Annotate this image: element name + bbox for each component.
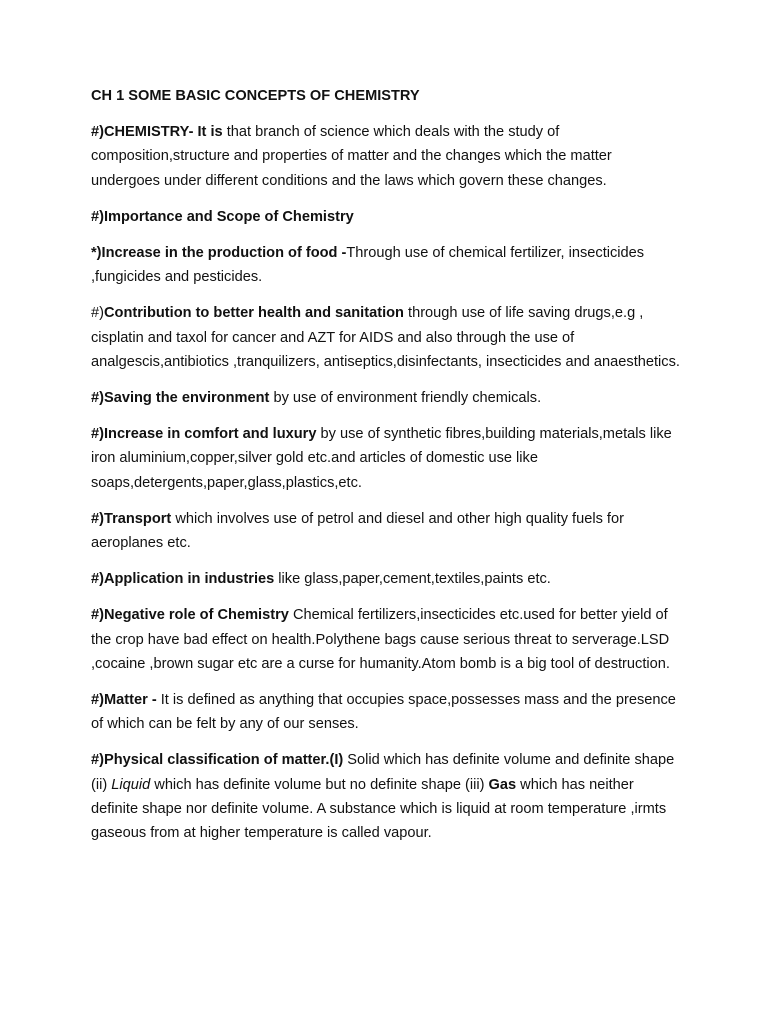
term-physical-classification: #)Physical classification of matter.(I) [91, 752, 344, 769]
paragraph-text: that branch of science which deals with the study of composition,structure and properties of matter and the changes which the matter undergoes under different conditions and the laws which govern these changes. [91, 124, 612, 189]
paragraph-health-sanitation [91, 301, 683, 374]
paragraph-physical-classification [91, 748, 683, 845]
paragraph-text: which involves use of petrol and diesel and other high quality fuels for aeroplanes etc. [91, 510, 624, 552]
term-gas: Gas [488, 776, 517, 793]
document-title: CH 1 SOME BASIC CONCEPTS OF CHEMISTRY [91, 88, 420, 104]
term-negative-role: #)Negative role of Chemistry [91, 607, 289, 624]
paragraph-environment [91, 386, 683, 410]
term-comfort-luxury: #)Increase in comfort and luxury [91, 426, 317, 443]
paragraph-text: which has definite volume but no definite shape (iii) [150, 776, 489, 793]
term-liquid: Liquid [111, 776, 151, 793]
heading-importance-scope [91, 205, 683, 229]
term-transport: #)Transport [91, 510, 172, 527]
paragraph-transport [91, 507, 683, 555]
paragraph-text: by use of synthetic fibres,building materials,metals like iron aluminium,copper,silver gold etc.and articles of domestic use like soaps,detergents,paper,glass,plastics,etc. [91, 426, 672, 491]
paragraph-text: Chemical fertilizers,insecticides etc.used for better yield of the crop have bad effect on health.Polythene bags cause serious threat to serverage.LSD ,cocaine ,brown sugar etc are a curse for humanity.Atom bomb is a big tool of destruction. [91, 607, 670, 672]
paragraph-text: through use of life saving drugs,e.g , cisplatin and taxol for cancer and AZT for AIDS and also through the use of analgescis,antibiotics ,tranquilizers, antiseptics,disinfectants, insecticides and anaesthetics. [91, 305, 680, 370]
paragraph-text: by use of environment friendly chemicals. [269, 390, 542, 407]
paragraph-negative-role [91, 603, 683, 676]
paragraph-text: which has neither definite shape nor definite volume. A substance which is liquid at room temperature ,irmts gaseous from at higher temperature is called vapour. [91, 776, 667, 842]
term-matter: #)Matter - [91, 692, 157, 709]
paragraph-matter [91, 688, 683, 736]
paragraph-prefix: #) [91, 305, 104, 322]
paragraph-food-production [91, 241, 683, 289]
paragraph-industries [91, 567, 683, 591]
term-food-production: *)Increase in the production of food - [91, 245, 347, 262]
paragraph-text: It is defined as anything that occupies space,possesses mass and the presence of which can be felt by any of our senses. [91, 692, 676, 733]
paragraph-text: Solid which has definite volume and definite shape (ii) [91, 752, 675, 793]
paragraph-text: Through use of chemical fertilizer, insecticides ,fungicides and pesticides. [91, 245, 645, 286]
term-environment: #)Saving the environment [91, 390, 270, 407]
paragraph-comfort-luxury [91, 422, 683, 495]
document-page [91, 84, 683, 857]
term-industries: #)Application in industries [91, 571, 275, 588]
paragraph-chemistry-definition [91, 120, 683, 193]
section-heading: #)Importance and Scope of Chemistry [91, 208, 354, 225]
term-chemistry: #)CHEMISTRY- It is [91, 124, 223, 141]
term-health-sanitation: Contribution to better health and sanitation [103, 305, 404, 322]
paragraph-text: like glass,paper,cement,textiles,paints etc. [274, 571, 551, 588]
